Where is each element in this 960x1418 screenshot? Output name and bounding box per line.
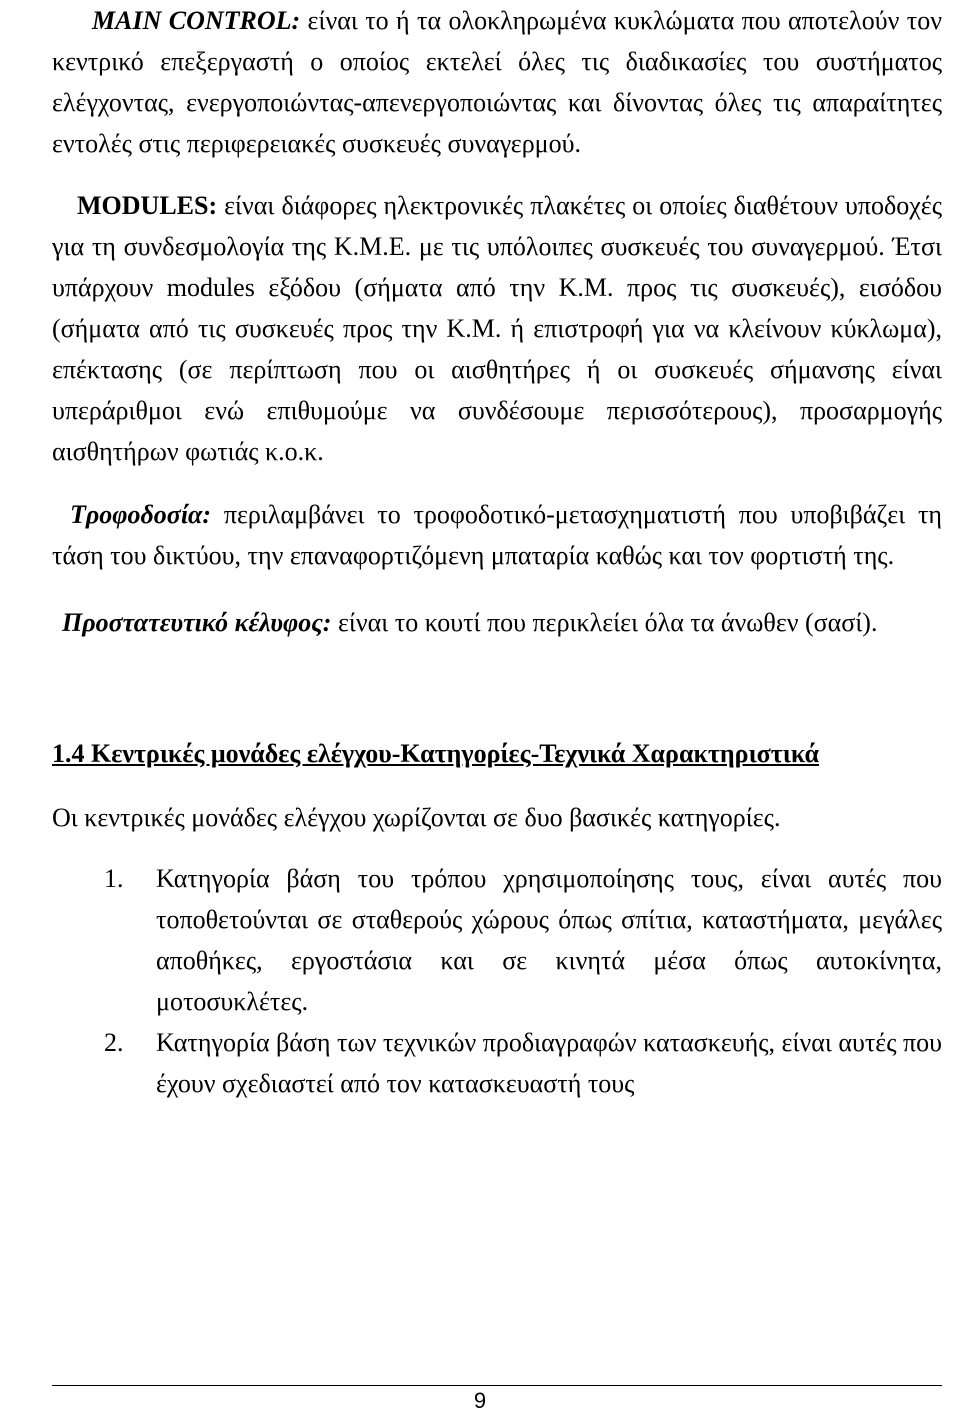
list-number: 2. (104, 1028, 124, 1057)
paragraph-power (52, 494, 942, 576)
term-power: Τροφοδοσία: (70, 500, 212, 529)
paragraph-main-control (52, 0, 942, 164)
list-item (52, 1022, 942, 1104)
enclosure-text: είναι το κουτί που περικλείει όλα τα άνωθεν (σασί). (331, 608, 878, 637)
document-page (52, 0, 942, 1104)
list-item-text: Κατηγορία βάση του τρόπου χρησιμοποίησης τους, είναι αυτές που τοποθετούνται σε σταθερούς χώρους όπως σπίτια, καταστήματα, μεγάλες αποθήκες, εργοστάσια και σε κινητά μέσα όπως αυτοκίνητα, μοτοσυκλέτες. (156, 864, 942, 1016)
modules-text: είναι διάφορες ηλεκτρονικές πλακέτες οι οποίες διαθέτουν υποδοχές για τη συνδεσμολογία της Κ.Μ.Ε. με τις υπόλοιπες συσκευές του συναγερμού. Έτσι υπάρχουν modules εξόδου (σήματα από την Κ.Μ. προς τις συσκευές), εισόδου (σήματα από τις συσκευές προς την Κ.Μ. ή επιστροφή για να κλείνουν κύκλωμα), επέκτασης (σε περίπτωση που οι αισθητήρες ή οι συσκευές σήμανσης είναι υπεράριθμοι ενώ επιθυμούμε να συνδέσουμε περισσότερους), προσαρμογής αισθητήρων φωτιάς κ.ο.κ. (52, 191, 942, 466)
list-number: 1. (104, 864, 124, 893)
main-control-text: είναι το ή τα ολοκληρωμένα κυκλώματα που αποτελούν τον κεντρικό επεξεργαστή ο οποίος εκτελεί όλες τις διαδικασίες του συστήματος ελέγχοντας, ενεργοποιώντας-απενεργοποιώντας και δίνοντας όλες τις απαραίτητες εντολές στις περιφερειακές συσκευές συναγερμού. (52, 6, 942, 158)
section-heading: 1.4 Κεντρικές μονάδες ελέγχου-Κατηγορίες-Τεχνικά Χαρακτηριστικά (52, 739, 820, 768)
paragraph-modules (52, 185, 942, 472)
power-text: περιλαμβάνει το τροφοδοτικό-μετασχηματιστή που υποβιβάζει τη τάση του δικτύου, την επαναφορτιζόμενη μπαταρία καθώς και τον φορτιστή της. (52, 500, 942, 570)
category-list (52, 858, 942, 1104)
paragraph-enclosure (52, 602, 942, 643)
page-number: 9 (473, 1388, 487, 1413)
footer-divider (52, 1385, 942, 1386)
term-modules: MODULES: (77, 191, 218, 220)
term-enclosure: Προστατευτικό κέλυφος: (62, 608, 332, 637)
term-main-control: MAIN CONTROL: (92, 6, 301, 35)
list-item (52, 858, 942, 1022)
list-item-text: Κατηγορία βάση των τεχνικών προδιαγραφών κατασκευής, είναι αυτές που έχουν σχεδιαστεί από τον κατασκευαστή τους (156, 1028, 942, 1098)
section-intro: Οι κεντρικές μονάδες ελέγχου χωρίζονται σε δυο βασικές κατηγορίες. (52, 803, 781, 832)
